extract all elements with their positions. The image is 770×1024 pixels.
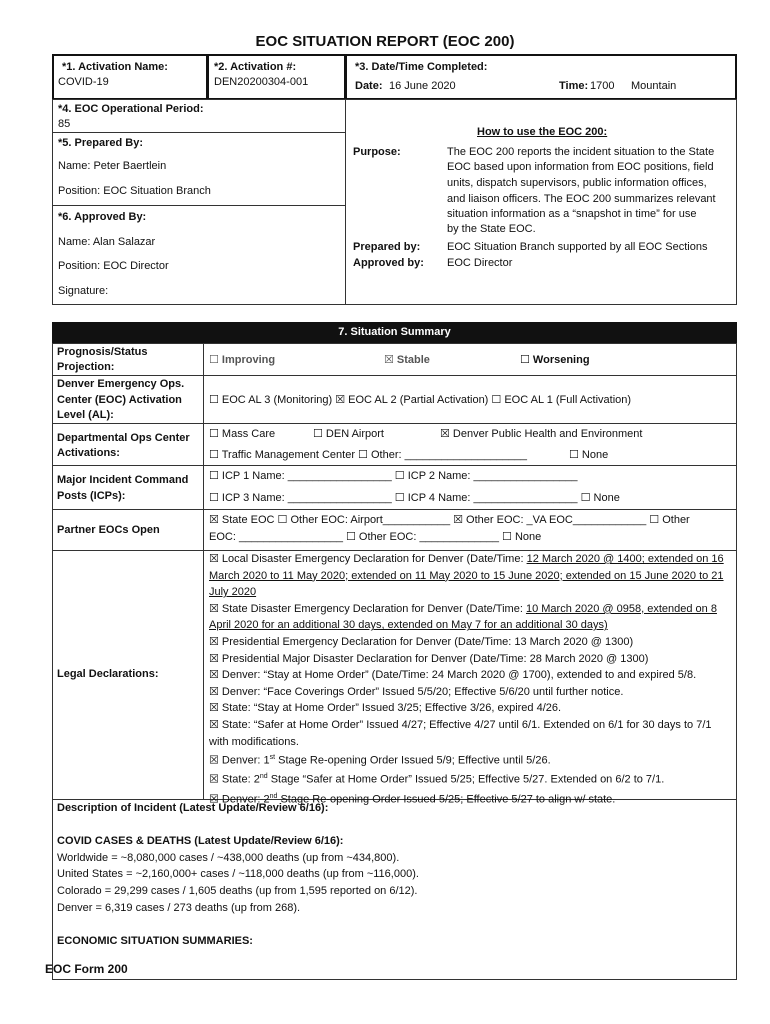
datetime-box — [345, 54, 737, 100]
prepared-by-box — [52, 132, 346, 206]
partner-eocs-row-1[interactable]: ☒ State EOC ☐ Other EOC: Airport___________ ☒ Other EOC: _VA EOC____________ ☐ Other — [209, 514, 690, 526]
purpose-line-4: and liaison officers. The EOC 200 summarizes relevant — [447, 193, 716, 205]
prognosis-improving-checkbox[interactable]: ☐ Improving — [209, 354, 276, 366]
legal-item-10-b: Stage “Safer at Home Order” Issued 5/25; Effective 5/27. Extended on 6/2 to 7/1. — [267, 774, 665, 787]
legal-item-1-dates: 12 March 2020 @ 1400; extended on 16 March 2020 to 11 May 2020; extended on 11 May 2020 to 15 June 2020; extended on 15 June 2020 to 21 July 2020 — [209, 553, 724, 599]
activation-number-label: *2. Activation #: — [214, 61, 297, 73]
legal-item-2-text: ☒ State Disaster Emergency Declaration for Denver (Date/Time: — [209, 602, 526, 615]
covid-heading: COVID CASES & DEATHS (Latest Update/Review 6/16): — [57, 835, 344, 848]
period-value: 85 — [58, 118, 71, 130]
activation-level-options[interactable]: ☐ EOC AL 3 (Monitoring) ☒ EOC AL 2 (Partial Activation) ☐ EOC AL 1 (Full Activation) — [209, 394, 632, 406]
purpose-label: Purpose: — [353, 146, 401, 158]
approved-by-position: Position: EOC Director — [58, 260, 169, 272]
howto-heading: How to use the EOC 200: — [477, 126, 608, 138]
dept-ops-label-1: Departmental Ops Center — [57, 432, 190, 444]
purpose-line-1: The EOC 200 reports the incident situation to the State — [447, 146, 715, 158]
datetime-label: *3. Date/Time Completed: — [355, 61, 488, 73]
prognosis-stable-checkbox[interactable]: ☒ Stable — [384, 354, 430, 366]
prepared-by-label: *5. Prepared By: — [58, 137, 143, 149]
purpose-line-2: EOC based upon information from EOC positions, field — [447, 161, 714, 173]
howto-prepared-value: EOC Situation Branch supported by all EOC Sections — [447, 241, 708, 253]
legal-item-9-a: ☒ Denver: 1 — [209, 754, 270, 767]
legal-item-10-sup: nd — [259, 773, 268, 781]
legal-item-11-a: ☒ Denver: 2 — [209, 793, 270, 806]
purpose-line-5: situation information as a “snapshot in time” for use — [447, 208, 697, 220]
legal-item-2-dates: 10 March 2020 @ 0958, extended on 8 April 2020 for an additional 30 days, extended on May 7 for an additional 30 days) — [209, 602, 717, 632]
legal-item-6: ☒ Denver: “Face Coverings Order” Issued 5/5/20; Effective 5/6/20 until further notice. — [209, 685, 624, 698]
icp-row-2[interactable]: ☐ ICP 3 Name: _________________ ☐ ICP 4 Name: _________________ ☐ None — [209, 492, 620, 504]
howto-approved-value: EOC Director — [447, 257, 513, 269]
icp-row-1[interactable]: ☐ ICP 1 Name: _________________ ☐ ICP 2 Name: _________________ — [209, 470, 578, 482]
date-value: 16 June 2020 — [389, 80, 456, 92]
time-label: Time: — [559, 80, 589, 92]
legal-item-2 — [209, 601, 729, 634]
dept-ops-label-2: Activations: — [57, 447, 120, 459]
legal-item-5: ☒ Denver: “Stay at Home Order” (Date/Time: 24 March 2020 @ 1700), extended to and expired 5/8. — [209, 669, 697, 682]
purpose-line-6: by the State EOC. — [447, 223, 536, 235]
legal-item-9-b: Stage Re-opening Order Issued 5/9; Effective until 5/26. — [275, 754, 551, 767]
icp-label-1: Major Incident Command — [57, 474, 189, 486]
covid-worldwide: Worldwide = ~8,080,000 cases / ~438,000 deaths (up from ~434,800). — [57, 851, 400, 864]
legal-item-7: ☒ State: “Stay at Home Order” Issued 3/25; Effective 3/26, expired 4/26. — [209, 702, 562, 715]
activation-name-value: COVID-19 — [58, 76, 109, 88]
prepared-by-name: Name: Peter Baertlein — [58, 160, 167, 172]
howto-box — [345, 99, 737, 305]
activation-name-label: *1. Activation Name: — [62, 61, 168, 73]
legal-declarations-list — [209, 551, 729, 808]
dept-mass-care-checkbox[interactable]: ☐ Mass Care — [209, 428, 276, 440]
howto-prepared-label: Prepared by: — [353, 241, 421, 253]
covid-us: United States = ~2,160,000+ cases / ~118,000 deaths (up from ~116,000). — [57, 868, 419, 881]
description-spacer — [57, 916, 727, 933]
approved-by-box — [52, 205, 346, 305]
row-divider — [52, 465, 737, 466]
period-box — [52, 99, 346, 133]
prognosis-worsening-checkbox[interactable]: ☐ Worsening — [520, 354, 590, 366]
situation-summary-title: 7. Situation Summary — [338, 326, 451, 338]
legal-item-10 — [209, 769, 729, 788]
covid-colorado: Colorado = 29,299 cases / 1,605 deaths (up from 1,595 reported on 6/12). — [57, 884, 418, 897]
dept-traffic-checkbox[interactable]: ☐ Traffic Management Center ☐ Other: ____________________ — [209, 449, 527, 461]
column-divider — [203, 343, 204, 799]
time-value: 1700 — [590, 80, 615, 92]
activation-number-value: DEN20200304-001 — [214, 76, 309, 88]
prepared-by-position: Position: EOC Situation Branch — [58, 185, 211, 197]
legal-item-9-sup: st — [269, 754, 276, 762]
partner-eocs-label: Partner EOCs Open — [57, 524, 160, 536]
legal-item-8: ☒ State: “Safer at Home Order” Issued 4/27; Effective 4/27 until 6/1. Extended on 6/1 for 30 days to 7/1 with modifications. — [209, 718, 712, 748]
legal-item-11-b: Stage Re-opening Order Issued 5/25; Effective 5/27 to align w/ state. — [277, 793, 616, 806]
row-divider — [52, 375, 737, 376]
dept-none-checkbox[interactable]: ☐ None — [569, 449, 609, 461]
description-spacer — [57, 817, 727, 834]
activation-level-label-2: Center (EOC) Activation — [57, 394, 182, 406]
situation-summary-header — [52, 322, 737, 343]
row-divider — [52, 509, 737, 510]
legal-item-1 — [209, 551, 729, 601]
activation-level-label-3: Level (AL): — [57, 409, 114, 421]
approved-by-label: *6. Approved By: — [58, 211, 147, 223]
form-footer: EOC Form 200 — [45, 962, 128, 976]
approved-by-name: Name: Alan Salazar — [58, 236, 156, 248]
activation-name-box — [52, 54, 208, 100]
incident-description — [57, 800, 727, 949]
prognosis-label-2: Projection: — [57, 361, 115, 373]
page-title: EOC SITUATION REPORT (EOC 200) — [255, 33, 515, 50]
period-label: *4. EOC Operational Period: — [58, 103, 204, 115]
purpose-line-3: units, dispatch supervisors, public information offices, — [447, 177, 707, 189]
legal-item-10-a: ☒ State: 2 — [209, 774, 260, 787]
prognosis-label-1: Prognosis/Status — [57, 346, 148, 358]
dept-den-airport-checkbox[interactable]: ☐ DEN Airport — [313, 428, 384, 440]
legal-item-11-sup: nd — [269, 792, 278, 800]
covid-denver: Denver = 6,319 cases / 273 deaths (up from 268). — [57, 901, 301, 914]
dept-dphe-checkbox[interactable]: ☒ Denver Public Health and Environment — [440, 428, 643, 440]
row-divider — [52, 423, 737, 424]
legal-item-9 — [209, 750, 729, 769]
icp-label-2: Posts (ICPs): — [57, 490, 126, 502]
activation-number-box — [207, 54, 346, 100]
activation-level-label-1: Denver Emergency Ops. — [57, 378, 185, 390]
timezone-value: Mountain — [631, 80, 677, 92]
legal-declarations-label: Legal Declarations: — [57, 668, 159, 680]
legal-item-4: ☒ Presidential Major Disaster Declaration for Denver (Date/Time: 28 March 2020 @ 1300) — [209, 652, 649, 665]
howto-approved-label: Approved by: — [353, 257, 424, 269]
signature-label: Signature: — [58, 285, 109, 297]
economic-heading: ECONOMIC SITUATION SUMMARIES: — [57, 934, 253, 947]
description-heading: Description of Incident (Latest Update/Review 6/16): — [57, 802, 329, 814]
partner-eocs-row-2[interactable]: EOC: _________________ ☐ Other EOC: _____________ ☐ None — [209, 531, 542, 543]
date-label: Date: — [355, 80, 383, 92]
legal-item-1-text: ☒ Local Disaster Emergency Declaration for Denver (Date/Time: — [209, 553, 527, 565]
legal-item-3: ☒ Presidential Emergency Declaration for Denver (Date/Time: 13 March 2020 @ 1300) — [209, 635, 634, 648]
